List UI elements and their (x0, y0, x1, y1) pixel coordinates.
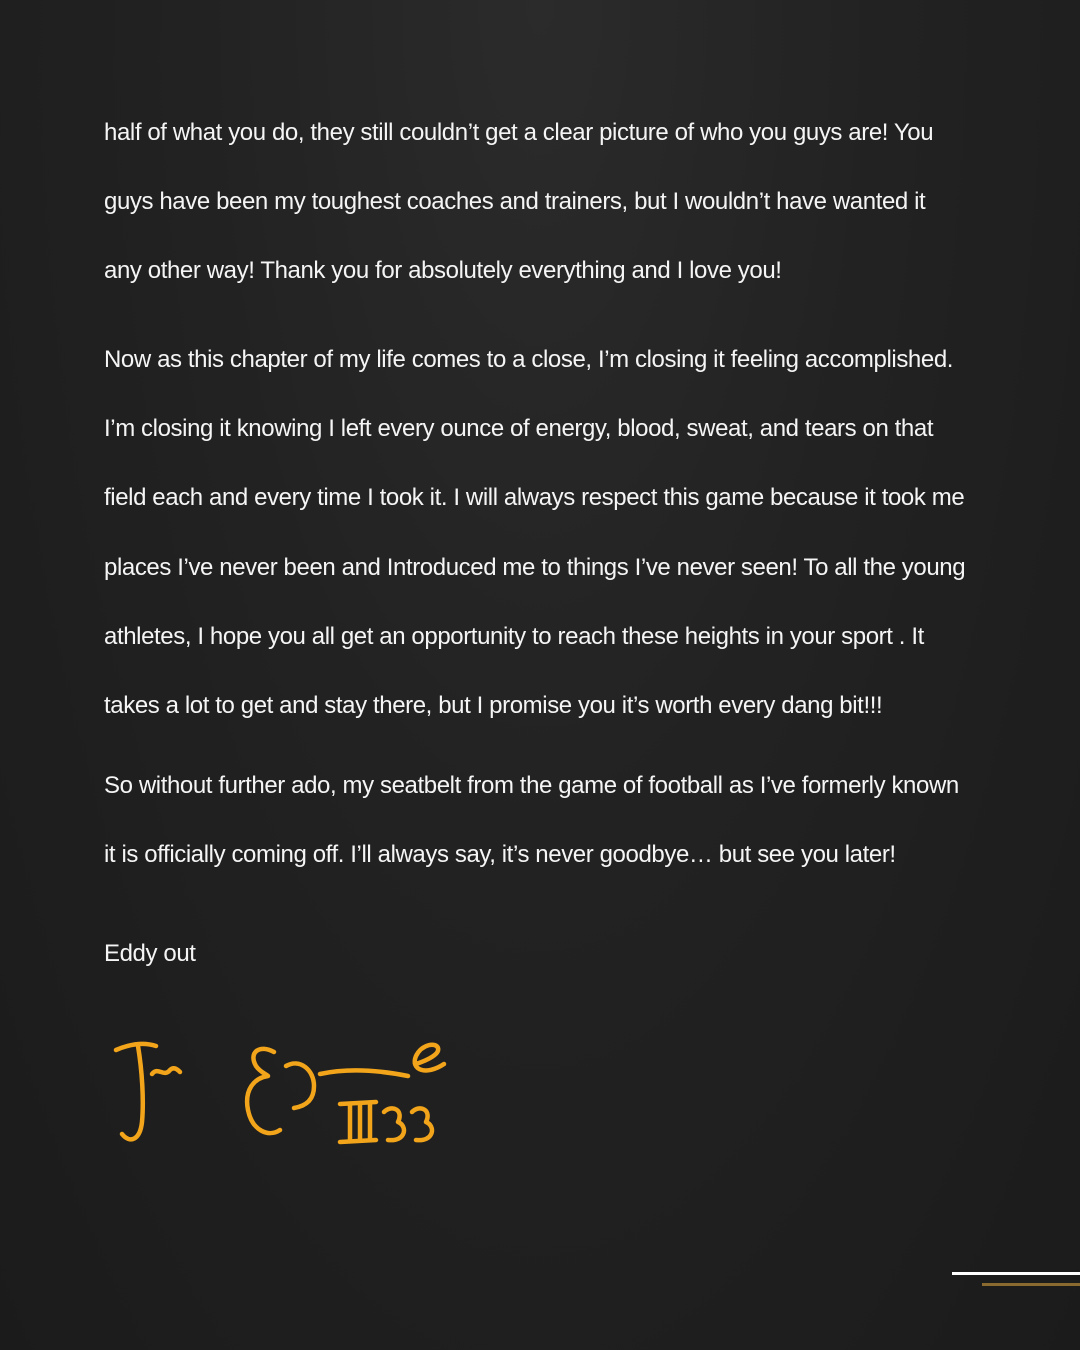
footer-rule-gold (982, 1283, 1080, 1286)
sign-off: Eddy out (104, 940, 196, 967)
letter-line: takes a lot to get and stay there, but I promise you it’s worth every dang bit!!! (104, 692, 883, 719)
letter-line: it is officially coming off. I’ll always say, it’s never goodbye… but see you later! (104, 841, 896, 868)
letter-line: I’m closing it knowing I left every ounce of energy, blood, sweat, and tears on that (104, 415, 934, 442)
letter-line: Now as this chapter of my life comes to a close, I’m closing it feeling accomplished. (104, 346, 954, 373)
letter-line: places I’ve never been and Introduced me to things I’ve never seen! To all the young (104, 554, 966, 581)
letter-line: athletes, I hope you all get an opportunity to reach these heights in your sport . It (104, 623, 924, 650)
handwritten-signature (108, 1030, 468, 1160)
signature-drawing (108, 1030, 468, 1160)
letter-line: So without further ado, my seatbelt from the game of football as I’ve formerly known (104, 772, 959, 799)
footer-rule-white (952, 1272, 1080, 1275)
letter-line: field each and every time I took it. I will always respect this game because it took me (104, 484, 965, 511)
letter-line: any other way! Thank you for absolutely everything and I love you! (104, 257, 782, 284)
letter-line: half of what you do, they still couldn’t get a clear picture of who you guys are! You (104, 119, 934, 146)
letter-line: guys have been my toughest coaches and trainers, but I wouldn’t have wanted it (104, 188, 926, 215)
